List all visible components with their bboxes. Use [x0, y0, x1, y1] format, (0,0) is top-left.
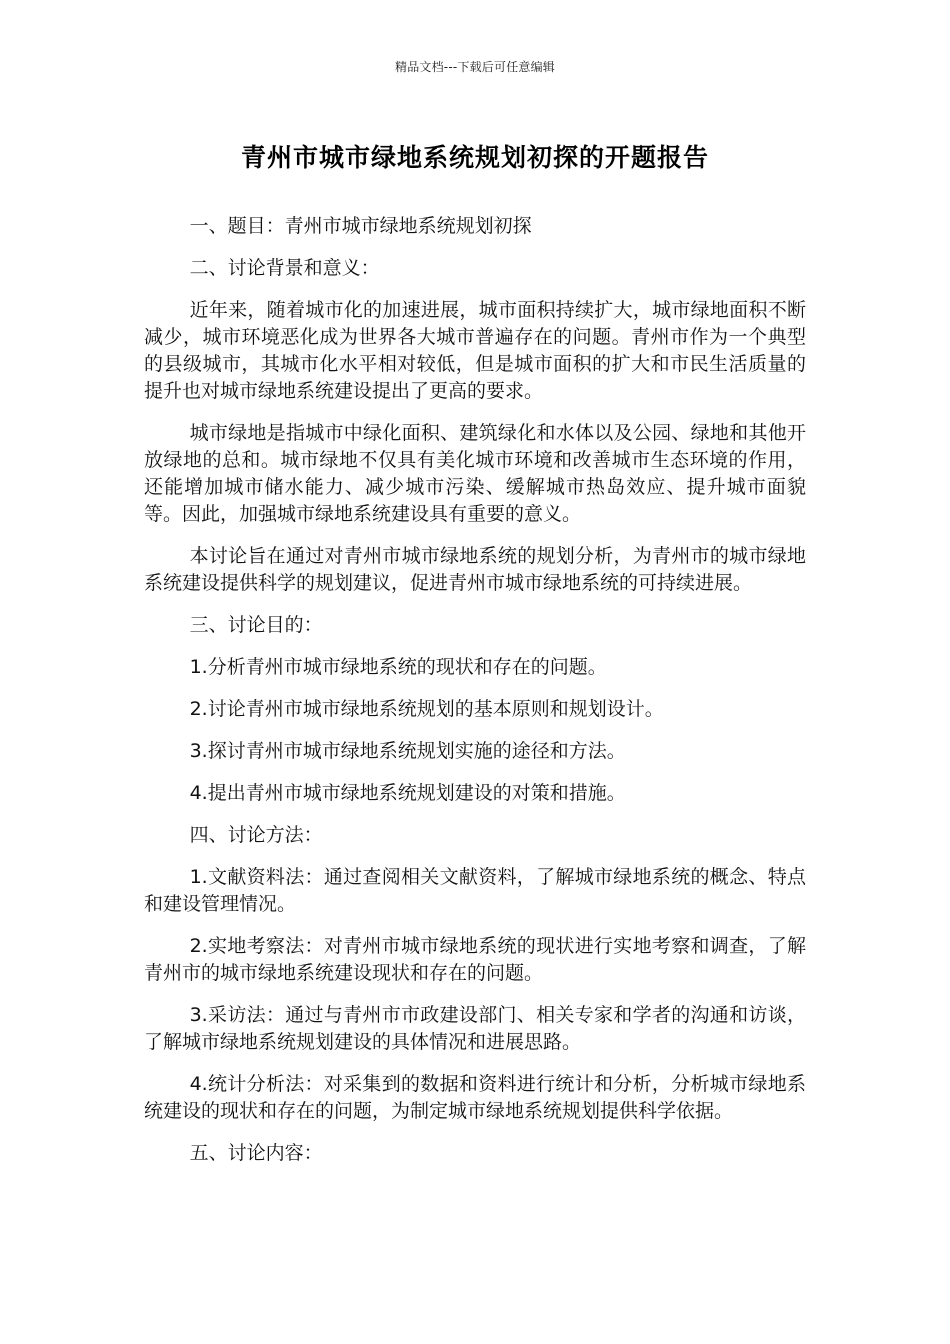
paragraph-background-3: 本讨论旨在通过对青州市城市绿地系统的规划分析，为青州市的城市绿地系统建设提供科学的规划建议，促进青州市城市绿地系统的可持续进展。	[144, 545, 806, 594]
heading-background: 二、讨论背景和意义：	[189, 257, 380, 279]
list-item-purpose-2: 2.讨论青州市城市绿地系统规划的基本原则和规划设计。	[189, 698, 664, 720]
heading-topic: 一、题目：青州市城市绿地系统规划初探	[189, 215, 532, 237]
list-item-method-1: 1.文献资料法：通过查阅相关文献资料，了解城市绿地系统的概念、特点和建设管理情况。	[144, 866, 806, 915]
list-item-method-4: 4.统计分析法：对采集到的数据和资料进行统计和分析，分析城市绿地系统建设的现状和存在的问题，为制定城市绿地系统规划提供科学依据。	[144, 1073, 806, 1122]
heading-content: 五、讨论内容：	[189, 1142, 323, 1164]
heading-methods: 四、讨论方法：	[189, 824, 323, 846]
list-item-purpose-4: 4.提出青州市城市绿地系统规划建设的对策和措施。	[189, 782, 626, 804]
list-item-method-2: 2.实地考察法：对青州市城市绿地系统的现状进行实地考察和调查，了解青州市的城市绿地系统建设现状和存在的问题。	[144, 935, 806, 984]
list-item-method-3: 3.采访法：通过与青州市市政建设部门、相关专家和学者的沟通和访谈，了解城市绿地系统规划建设的具体情况和进展思路。	[144, 1004, 806, 1053]
document-title: 青州市城市绿地系统规划初探的开题报告	[240, 143, 709, 172]
list-item-purpose-1: 1.分析青州市城市绿地系统的现状和存在的问题。	[189, 656, 607, 678]
paragraph-background-2: 城市绿地是指城市中绿化面积、建筑绿化和水体以及公园、绿地和其他开放绿地的总和。城市绿地不仅具有美化城市环境和改善城市生态环境的作用，还能增加城市储水能力、减少城市污染、缓解城市热岛效应、提升城市面貌等。因此，加强城市绿地系统建设具有重要的意义。	[144, 422, 806, 525]
document-body	[144, 213, 806, 1182]
paragraph-background-1: 近年来，随着城市化的加速进展，城市面积持续扩大，城市绿地面积不断减少，城市环境恶化成为世界各大城市普遍存在的问题。青州市作为一个典型的县级城市，其城市化水平相对较低，但是城市面积的扩大和市民生活质量的提升也对城市绿地系统建设提出了更高的要求。	[144, 299, 806, 402]
heading-purpose: 三、讨论目的：	[189, 614, 323, 636]
header-note: 精品文档---下载后可任意编辑	[395, 60, 555, 74]
list-item-purpose-3: 3.探讨青州市城市绿地系统规划实施的途径和方法。	[189, 740, 626, 762]
